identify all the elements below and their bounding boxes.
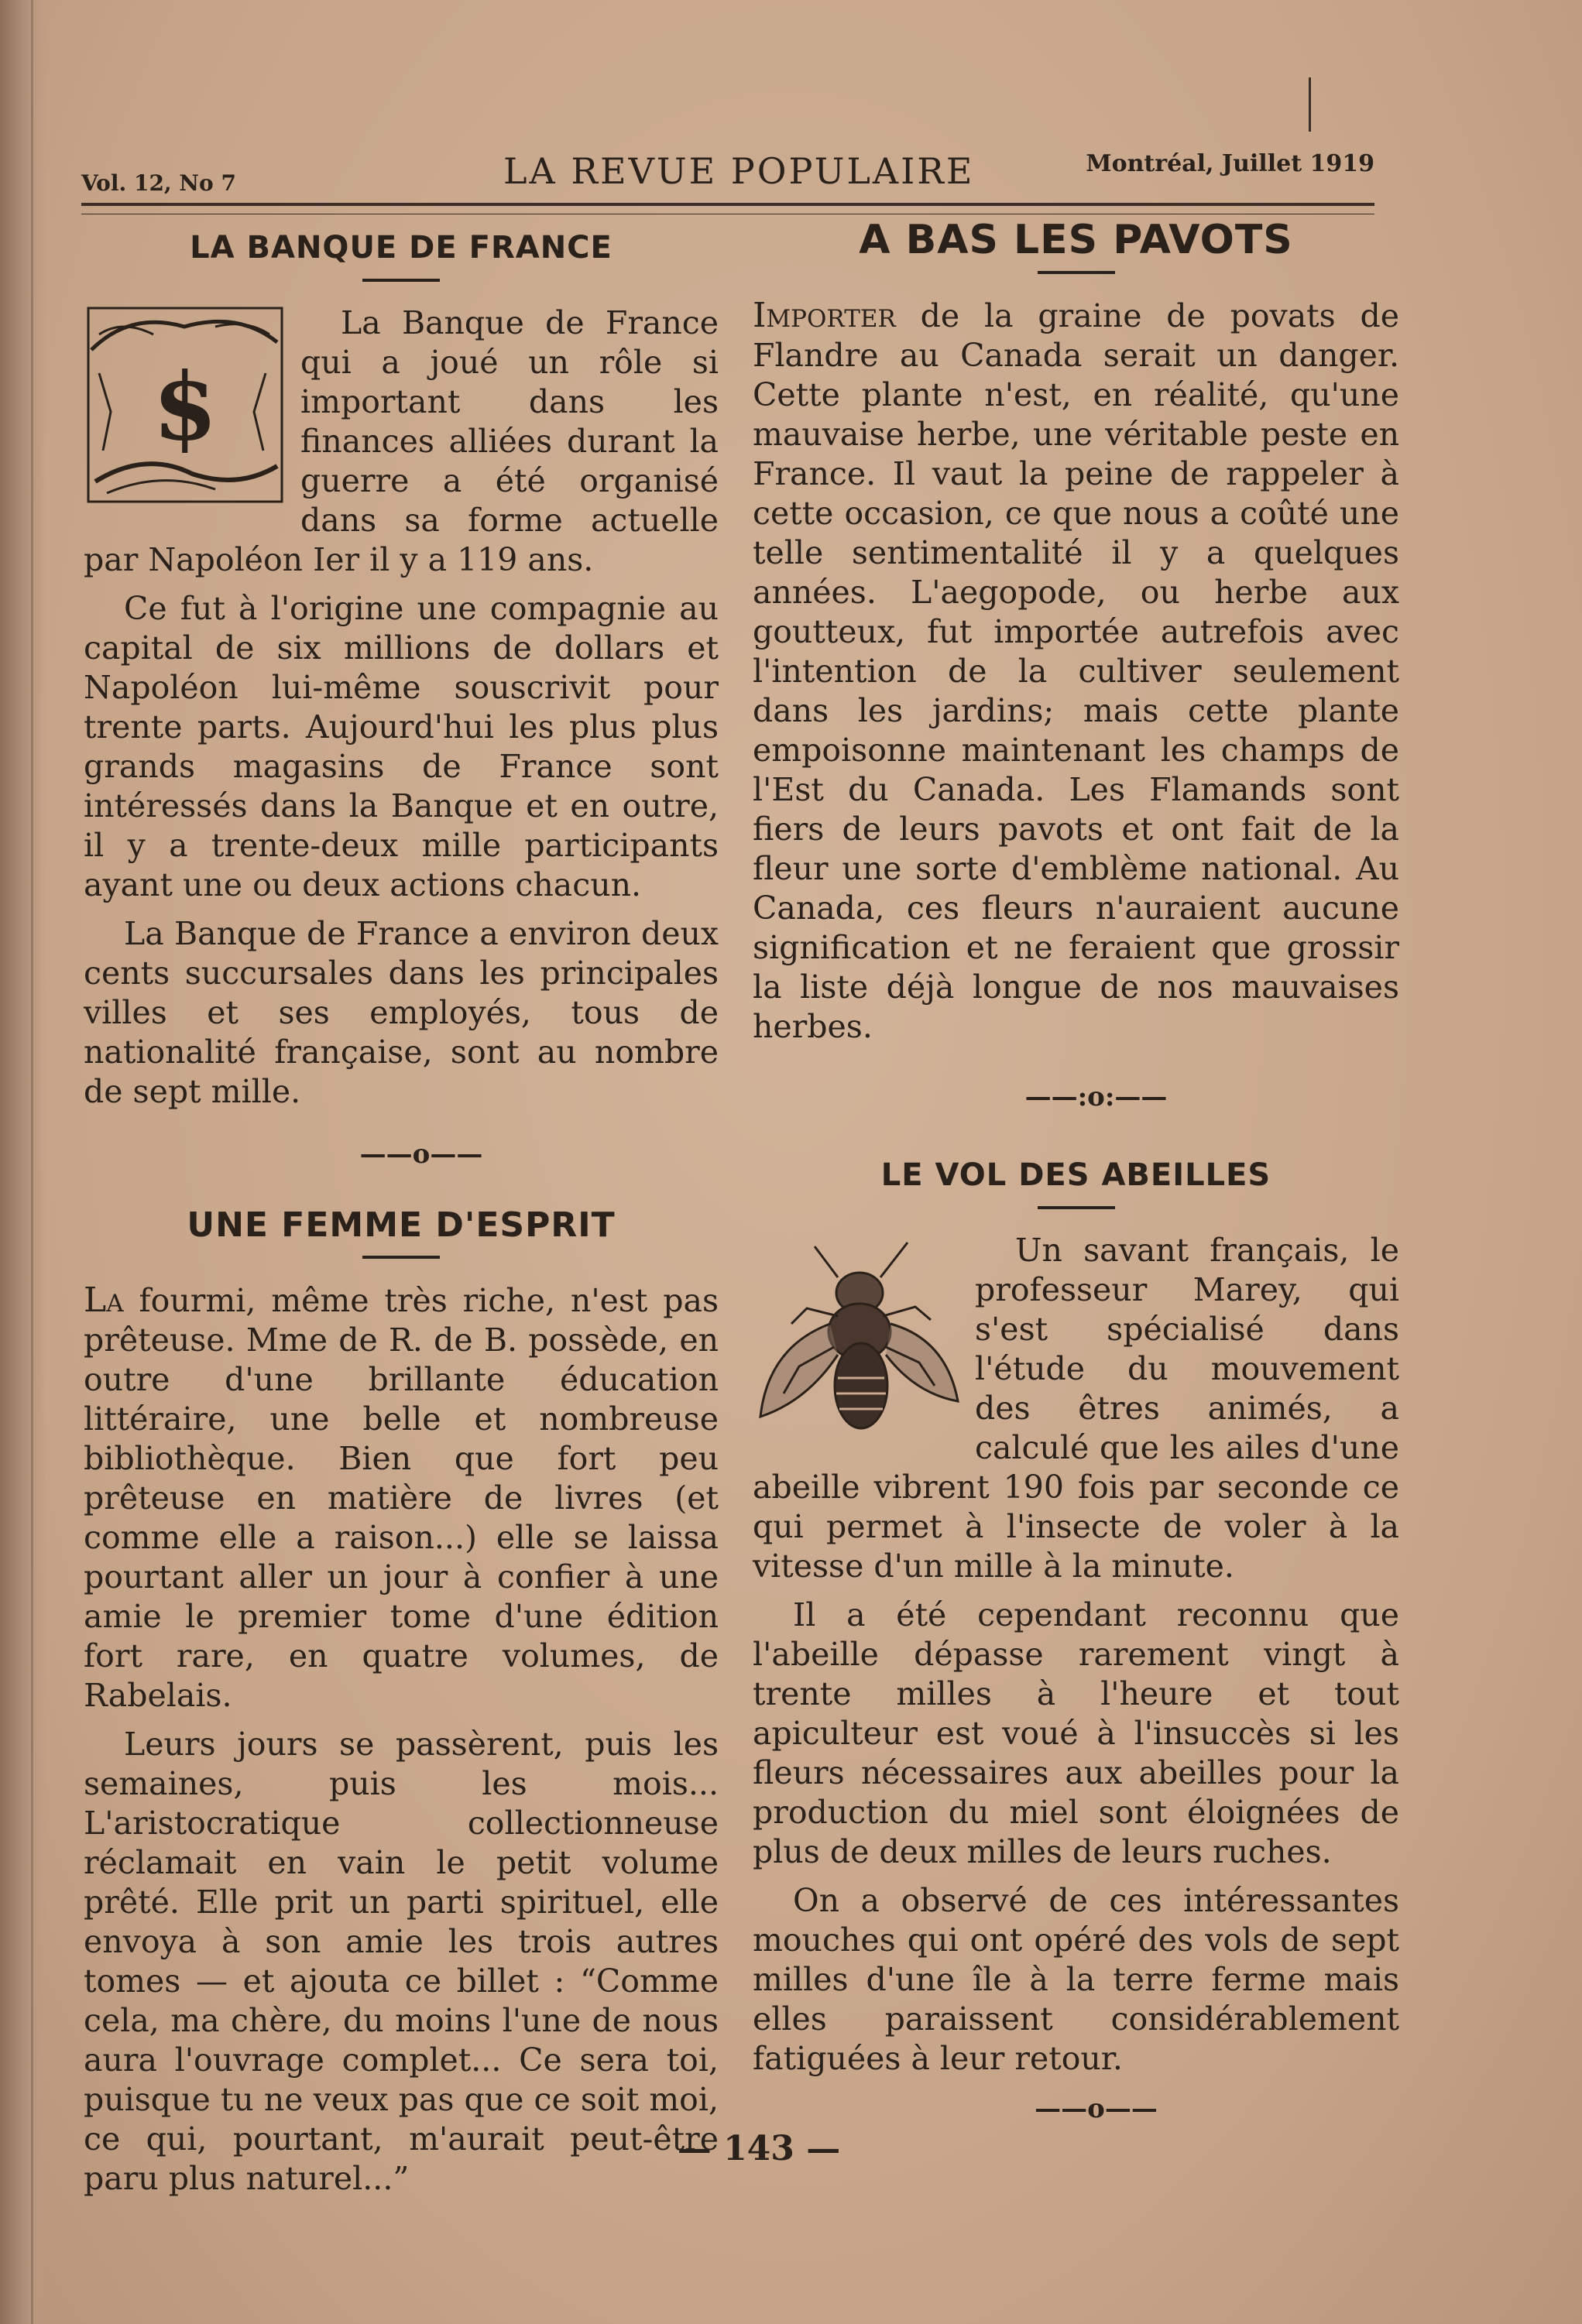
paragraph: La Banque de France qui a joué un rôle si important dans les finances alliées durant la guerre a été organisé dans sa forme actuelle par Napoléon Ier il y a 119 ans. (84, 304, 719, 578)
title-rule (1038, 1206, 1115, 1209)
page-mark (1309, 77, 1311, 132)
binding-spine (0, 0, 46, 2324)
binding-edge (31, 0, 33, 2324)
article-pavots (753, 217, 1399, 1117)
title-rule (1038, 271, 1115, 274)
paragraph: Un savant français, le professeur Marey, qui s'est spécialisé dans l'étude du mouvement des êtres animés, a calculé que les ailes d'une abeille vibrent 190 fois par seconde ce qui permet à l'insecte de voler à la vitesse d'un mille à la minute. (753, 1232, 1399, 1585)
article-title: LE VOL DES ABEILLES (880, 1157, 1271, 1193)
publication-title: LA REVUE POPULAIRE (503, 150, 975, 192)
dateline: Montréal, Juillet 1919 (1086, 150, 1374, 177)
paragraph: Importer de la graine de povats de Flandre au Canada serait un danger. Cette plante n'est, en réalité, qu'une mauvaise herbe, une véritable peste en France. Il vaut la peine de rappeler à cette occasion, ce que nous a coûté une telle sentimentalité il y a quelques années. L'aegopode, ou herbe aux goutteux, fut importée autrefois avec l'intention de la cultiver seulement dans les jardins; mais cette plante empoisonne maintenant les champs de l'Est du Canada. Les Flamands sont fiers de leurs pavots et ont fait de la fleur une sorte d'emblème national. Au Canada, ces fleurs n'auraient aucune signification et ne feraient que grossir la liste déjà longue de nos mauvaises herbes. (753, 296, 1399, 1045)
header-rule (81, 203, 1374, 206)
paragraph: La fourmi, même très riche, n'est pas prêteuse. Mme de R. de B. possède, en outre d'une brillante éducation littéraire, une belle et nombreuse bibliothèque. Bien que fort peu prêteuse en matière de livres (et comme elle a raison...) elle se laissa pourtant aller un jour à confier à une amie le premier tome d'une édition fort rare, en quatre volumes, de Rabelais. (84, 1280, 719, 1714)
bee-illustration-icon (753, 1231, 966, 1436)
paragraph: On a observé de ces intéressantes mouches qui ont opéré des vols de sept milles d'une île à la terre ferme mais elles paraissent considérablement fatiguées à leur retour. (753, 1882, 1399, 2077)
article-title: UNE FEMME D'ESPRIT (187, 1205, 616, 1245)
article-femme (84, 1205, 719, 2199)
article-title: A BAS LES PAVOTS (859, 217, 1293, 263)
volume-number: Vol. 12, No 7 (81, 170, 236, 196)
dollar-illustration-icon (84, 303, 287, 506)
left-column (84, 228, 719, 2208)
section-separator: ——o—— (1035, 2093, 1158, 2124)
title-rule (362, 279, 440, 282)
paragraph: Leurs jours se passèrent, puis les semaines, puis les mois... L'aristocratique collectionneuse réclamait en vain le petit volume prêté. Elle prit un parti spirituel, elle envoya à son amie les trois autres tomes — et ajouta ce billet : “Comme cela, ma chère, du moins l'une de nous aura l'ouvrage complet... Ce sera toi, puisque tu ne veux pas que ce soit moi, ce qui, pourtant, m'aurait peut-être paru plus naturel...” (84, 1726, 719, 2197)
page-number: — 143 — (677, 2129, 841, 2168)
section-separator: ——:o:—— (1024, 1081, 1168, 1112)
title-rule (362, 1256, 440, 1259)
article-banque (84, 228, 719, 1174)
article-abeilles (753, 1156, 1399, 2129)
article-title: LA BANQUE DE FRANCE (190, 230, 613, 266)
section-separator: ——o—— (359, 1139, 483, 1170)
lead-word: La (84, 1280, 124, 1320)
paragraph: Il a été cependant reconnu que l'abeille dépasse rarement vingt à trente milles à l'heure et tout apiculteur est voué à l'insuccès si les fleurs nécessaires aux abeilles pour la production du miel sont éloignées de plus de deux milles de leurs ruches. (753, 1596, 1399, 1870)
lead-word: Importer (753, 296, 896, 335)
right-column (753, 217, 1399, 2138)
svg-text:$: $ (153, 352, 218, 461)
paragraph: Ce fut à l'origine une compagnie au capital de six millions de dollars et Napoléon lui-même souscrivit pour trente parts. Aujourd'hui les plus plus grands magasins de France sont intéressés dans la Banque et en outre, il y a trente-deux mille participants ayant une ou deux actions chacun. (84, 590, 719, 903)
running-header (81, 147, 1374, 194)
paragraph: La Banque de France a environ deux cents succursales dans les principales villes et ses employés, tous de nationalité française, sont au nombre de sept mille. (84, 915, 719, 1110)
